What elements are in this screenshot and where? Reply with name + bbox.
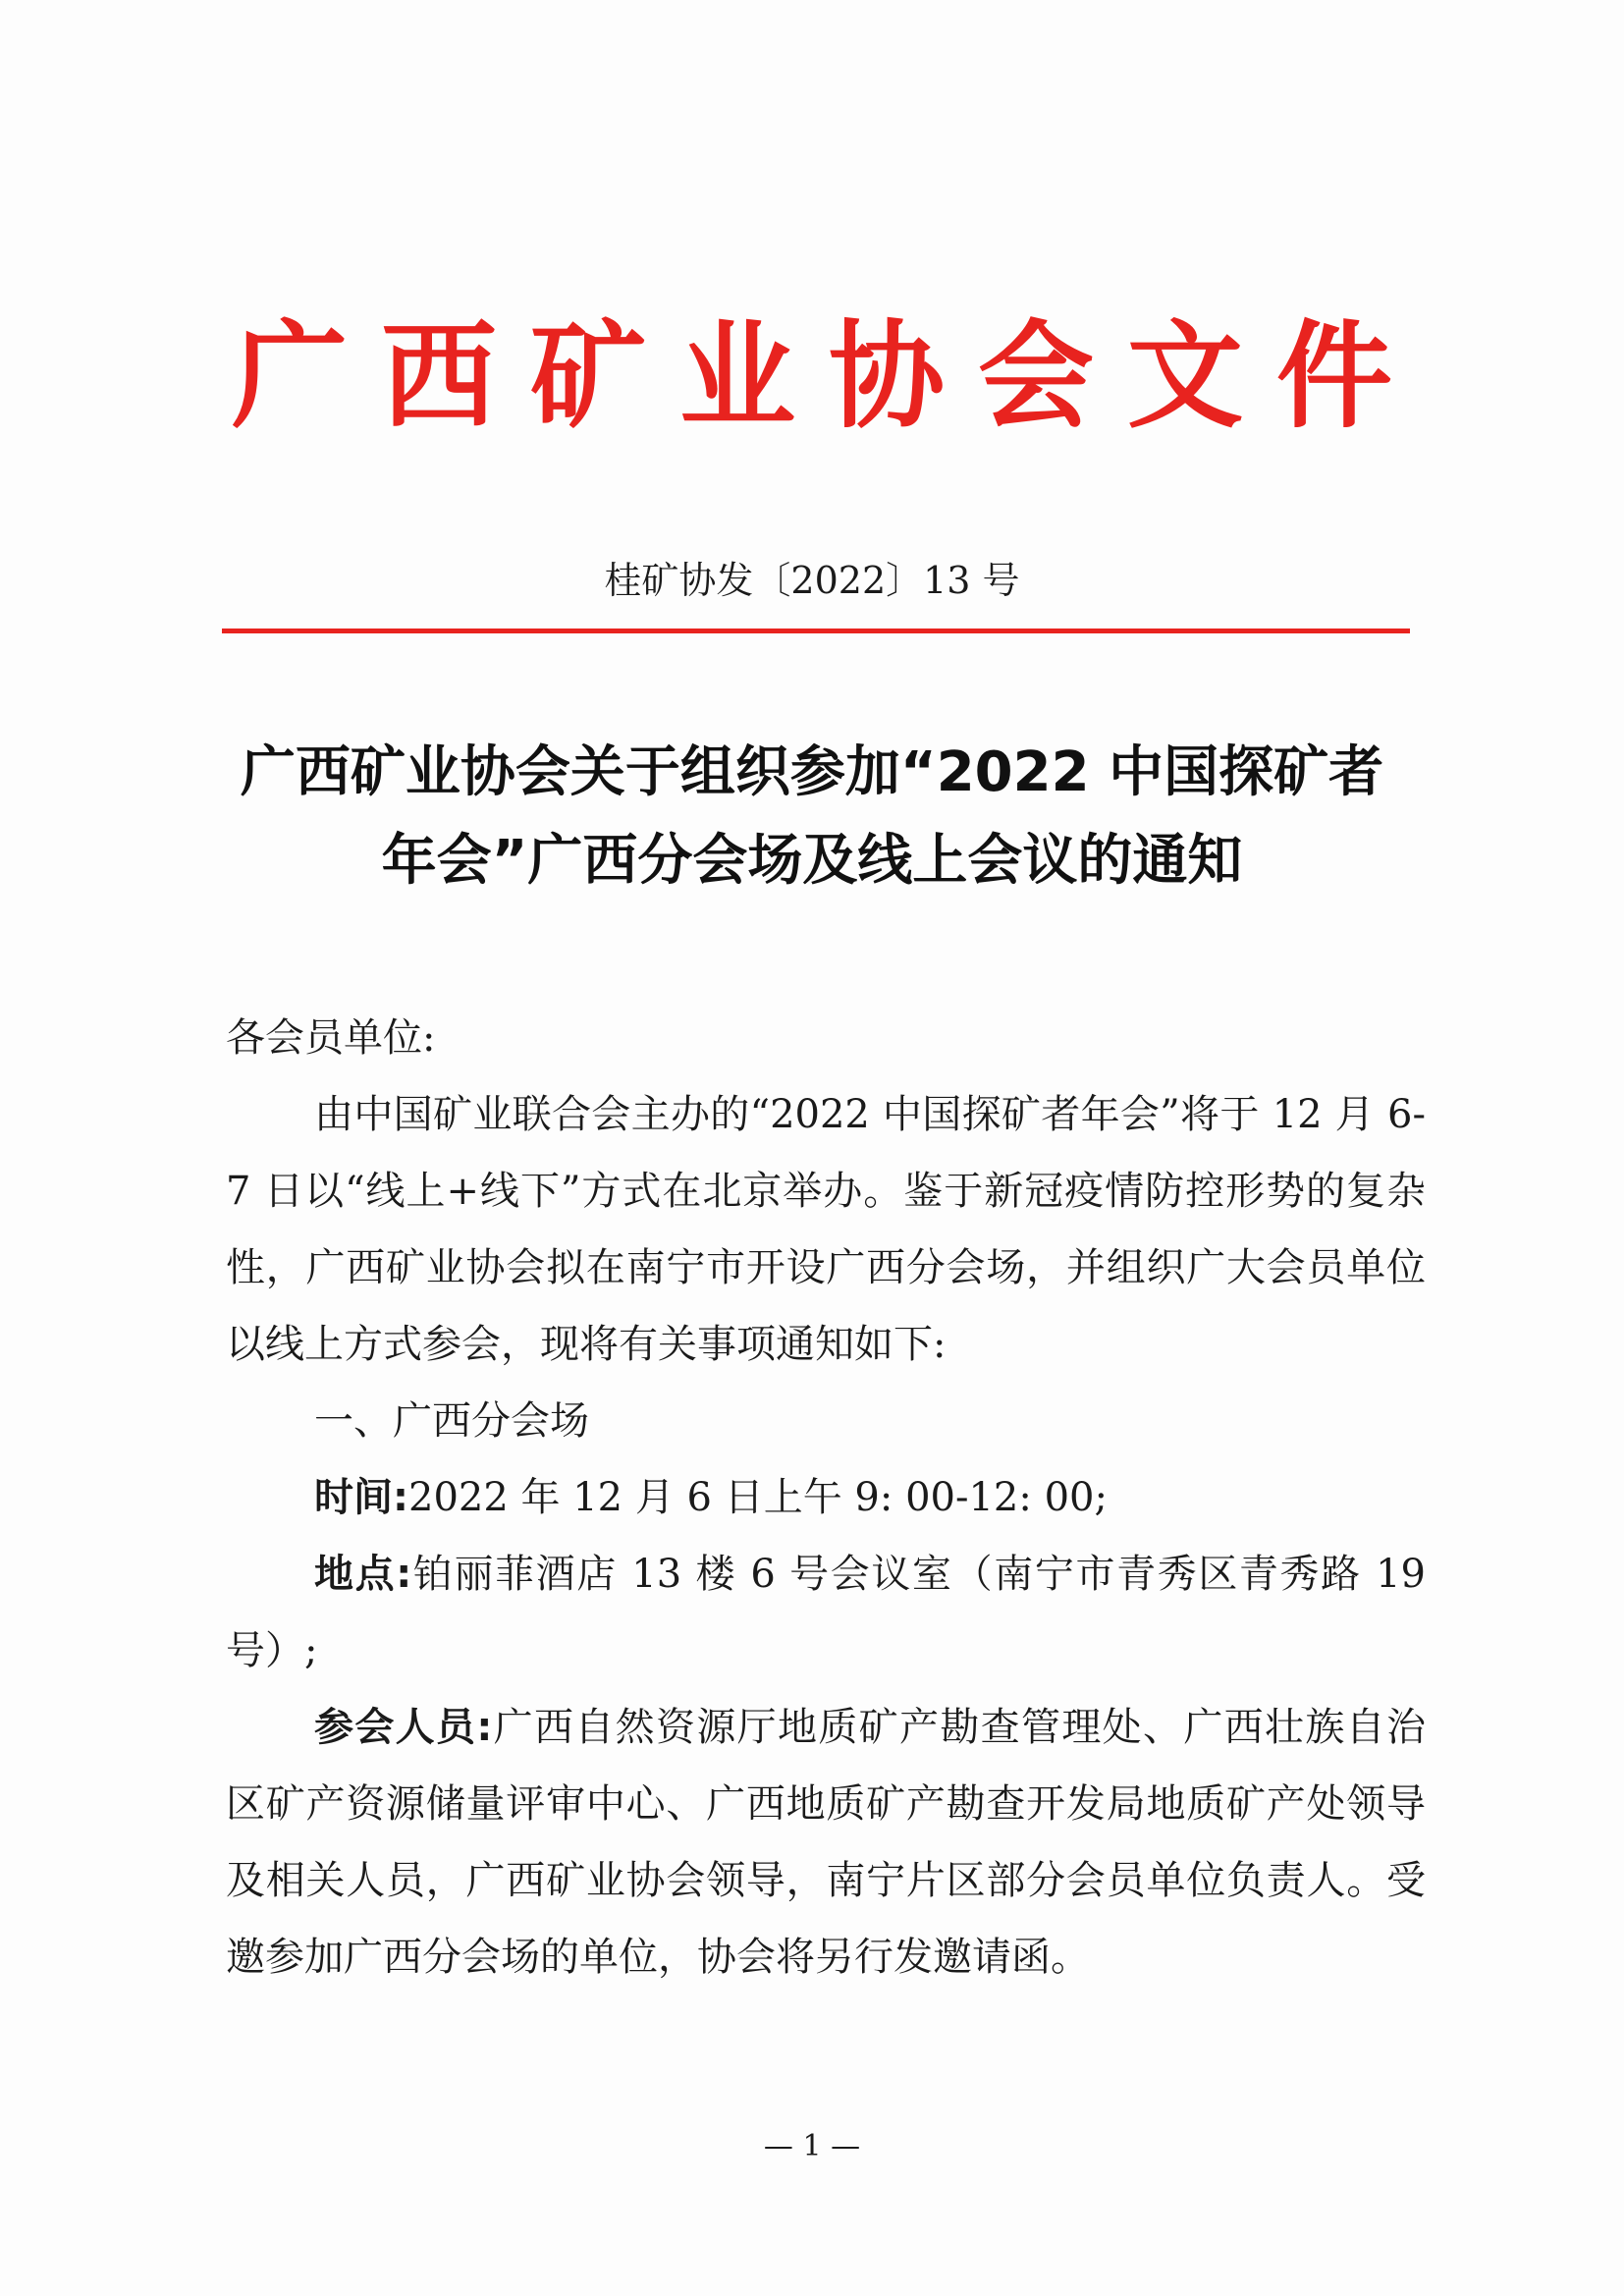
time-label: 时间: — [314, 1475, 408, 1520]
title-line-1: 广西矿业协会关于组织参加“2022 中国探矿者 — [240, 740, 1384, 804]
place-value: 铂丽菲酒店 13 楼 6 号会议室（南宁市青秀区青秀路 19 号）; — [226, 1552, 1426, 1673]
document-number: 桂矿协发〔2022〕13 号 — [604, 559, 1020, 602]
time-value: 2022 年 12 月 6 日上午 9: 00-12: 00; — [408, 1475, 1108, 1520]
section-1-heading: 一、广西分会场 — [314, 1398, 589, 1444]
document-body — [226, 1000, 1426, 1995]
red-divider-line — [222, 629, 1410, 633]
document-title — [196, 729, 1428, 905]
time-line — [226, 1459, 1426, 1536]
salutation: 各会员单位: — [226, 1015, 436, 1061]
attendees-value: 广西自然资源厅地质矿产勘查管理处、广西壮族自治区矿产资源储量评审中心、广西地质矿产勘查开发局地质矿产处领导及相关人员，广西矿业协会领导，南宁片区部分会员单位负责人。受邀参加广西分会场的单位，协会将另行发邀请函。 — [226, 1705, 1427, 1980]
attendees-paragraph — [226, 1689, 1426, 1995]
intro-paragraph: 由中国矿业联合会主办的“2022 中国探矿者年会”将于 12 月 6-7 日以“线上+线下”方式在北京举办。鉴于新冠疫情防控形势的复杂性，广西矿业协会拟在南宁市开设广西分会场，并组织广大会员单位以线上方式参会，现将有关事项通知如下: — [226, 1092, 1426, 1367]
place-line — [226, 1536, 1426, 1689]
attendees-label: 参会人员: — [314, 1705, 493, 1750]
title-line-2: 年会”广西分会场及线上会议的通知 — [381, 829, 1243, 893]
place-label: 地点: — [314, 1552, 412, 1597]
page-number: — 1 — — [763, 2129, 861, 2163]
document-masthead: 广西矿业协会文件 — [231, 307, 1426, 444]
